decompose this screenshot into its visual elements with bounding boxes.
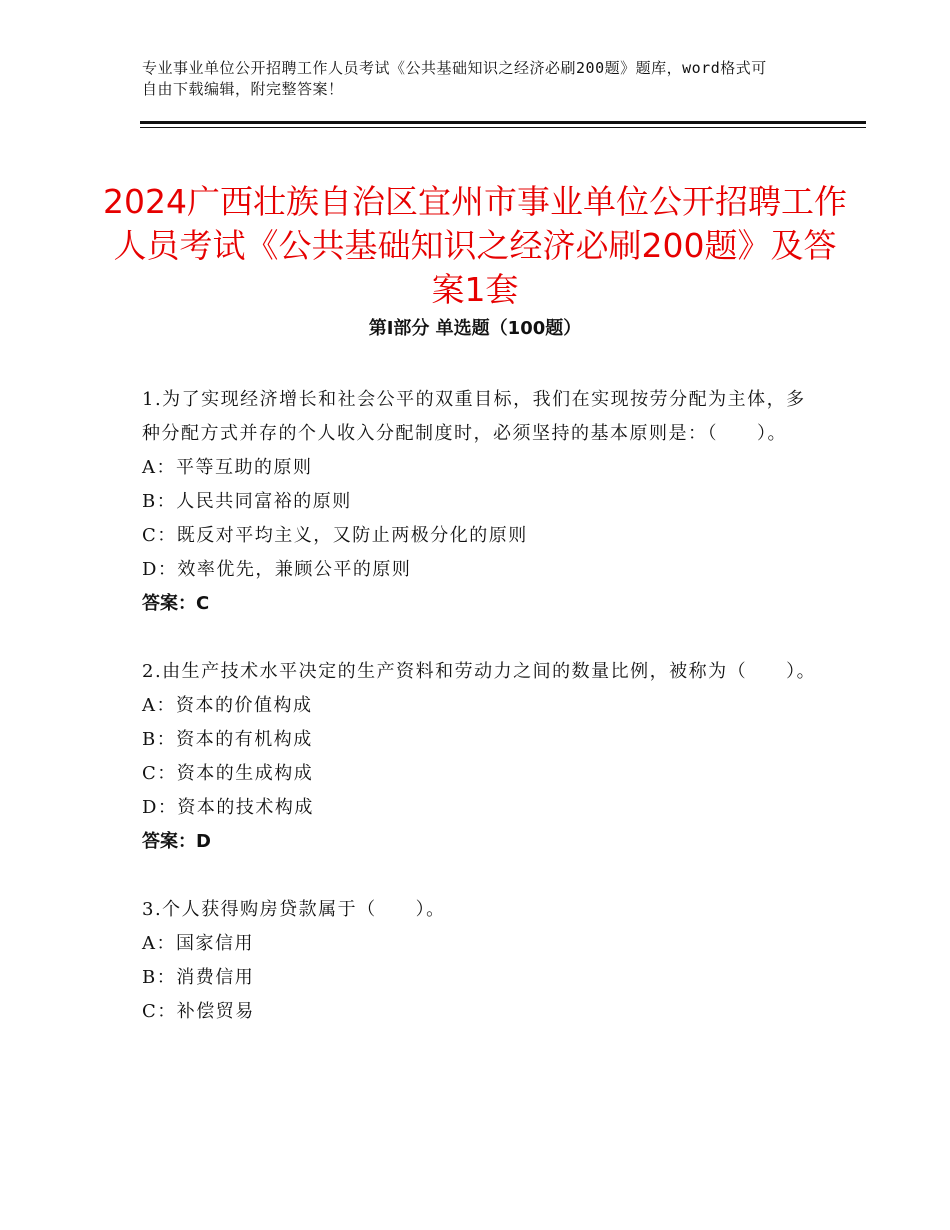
option-a: A：国家信用	[142, 933, 254, 954]
option-a: A：资本的价值构成	[142, 695, 313, 716]
header-rule-thick	[140, 121, 866, 124]
option-a: A：平等互助的原则	[142, 457, 313, 478]
option-c: C：资本的生成构成	[142, 763, 314, 784]
question-stem: 3.个人获得购房贷款属于（ ）。	[142, 899, 446, 920]
document-title: 2024广西壮族自治区宜州市事业单位公开招聘工作人员考试《公共基础知识之经济必刷200题》及答案1套	[103, 182, 847, 310]
option-c: C：补偿贸易	[142, 1001, 255, 1022]
header-rule-thin	[140, 127, 866, 128]
option-d: D：效率优先，兼顾公平的原则	[142, 559, 412, 580]
question-stem: 1.为了实现经济增长和社会公平的双重目标，我们在实现按劳分配为主体，多种分配方式并存的个人收入分配制度时，必须坚持的基本原则是：（ ）。	[142, 389, 806, 444]
answer: 答案：C	[142, 593, 210, 614]
question-3	[142, 893, 822, 1029]
question-stem: 2.由生产技术水平决定的生产资料和劳动力之间的数量比例，被称为（ ）。	[142, 661, 817, 682]
section-heading: 第Ⅰ部分 单选题（100题）	[368, 318, 582, 339]
option-d: D：资本的技术构成	[142, 797, 314, 818]
question-2	[142, 655, 822, 859]
question-list	[142, 383, 822, 1063]
option-b: B：消费信用	[142, 967, 255, 988]
header-note: 专业事业单位公开招聘工作人员考试《公共基础知识之经济必刷200题》题库，word格式可自由下载编辑，附完整答案！	[142, 59, 767, 98]
question-1	[142, 383, 822, 621]
option-c: C：既反对平均主义，又防止两极分化的原则	[142, 525, 528, 546]
option-b: B：资本的有机构成	[142, 729, 313, 750]
option-b: B：人民共同富裕的原则	[142, 491, 352, 512]
answer: 答案：D	[142, 831, 211, 852]
